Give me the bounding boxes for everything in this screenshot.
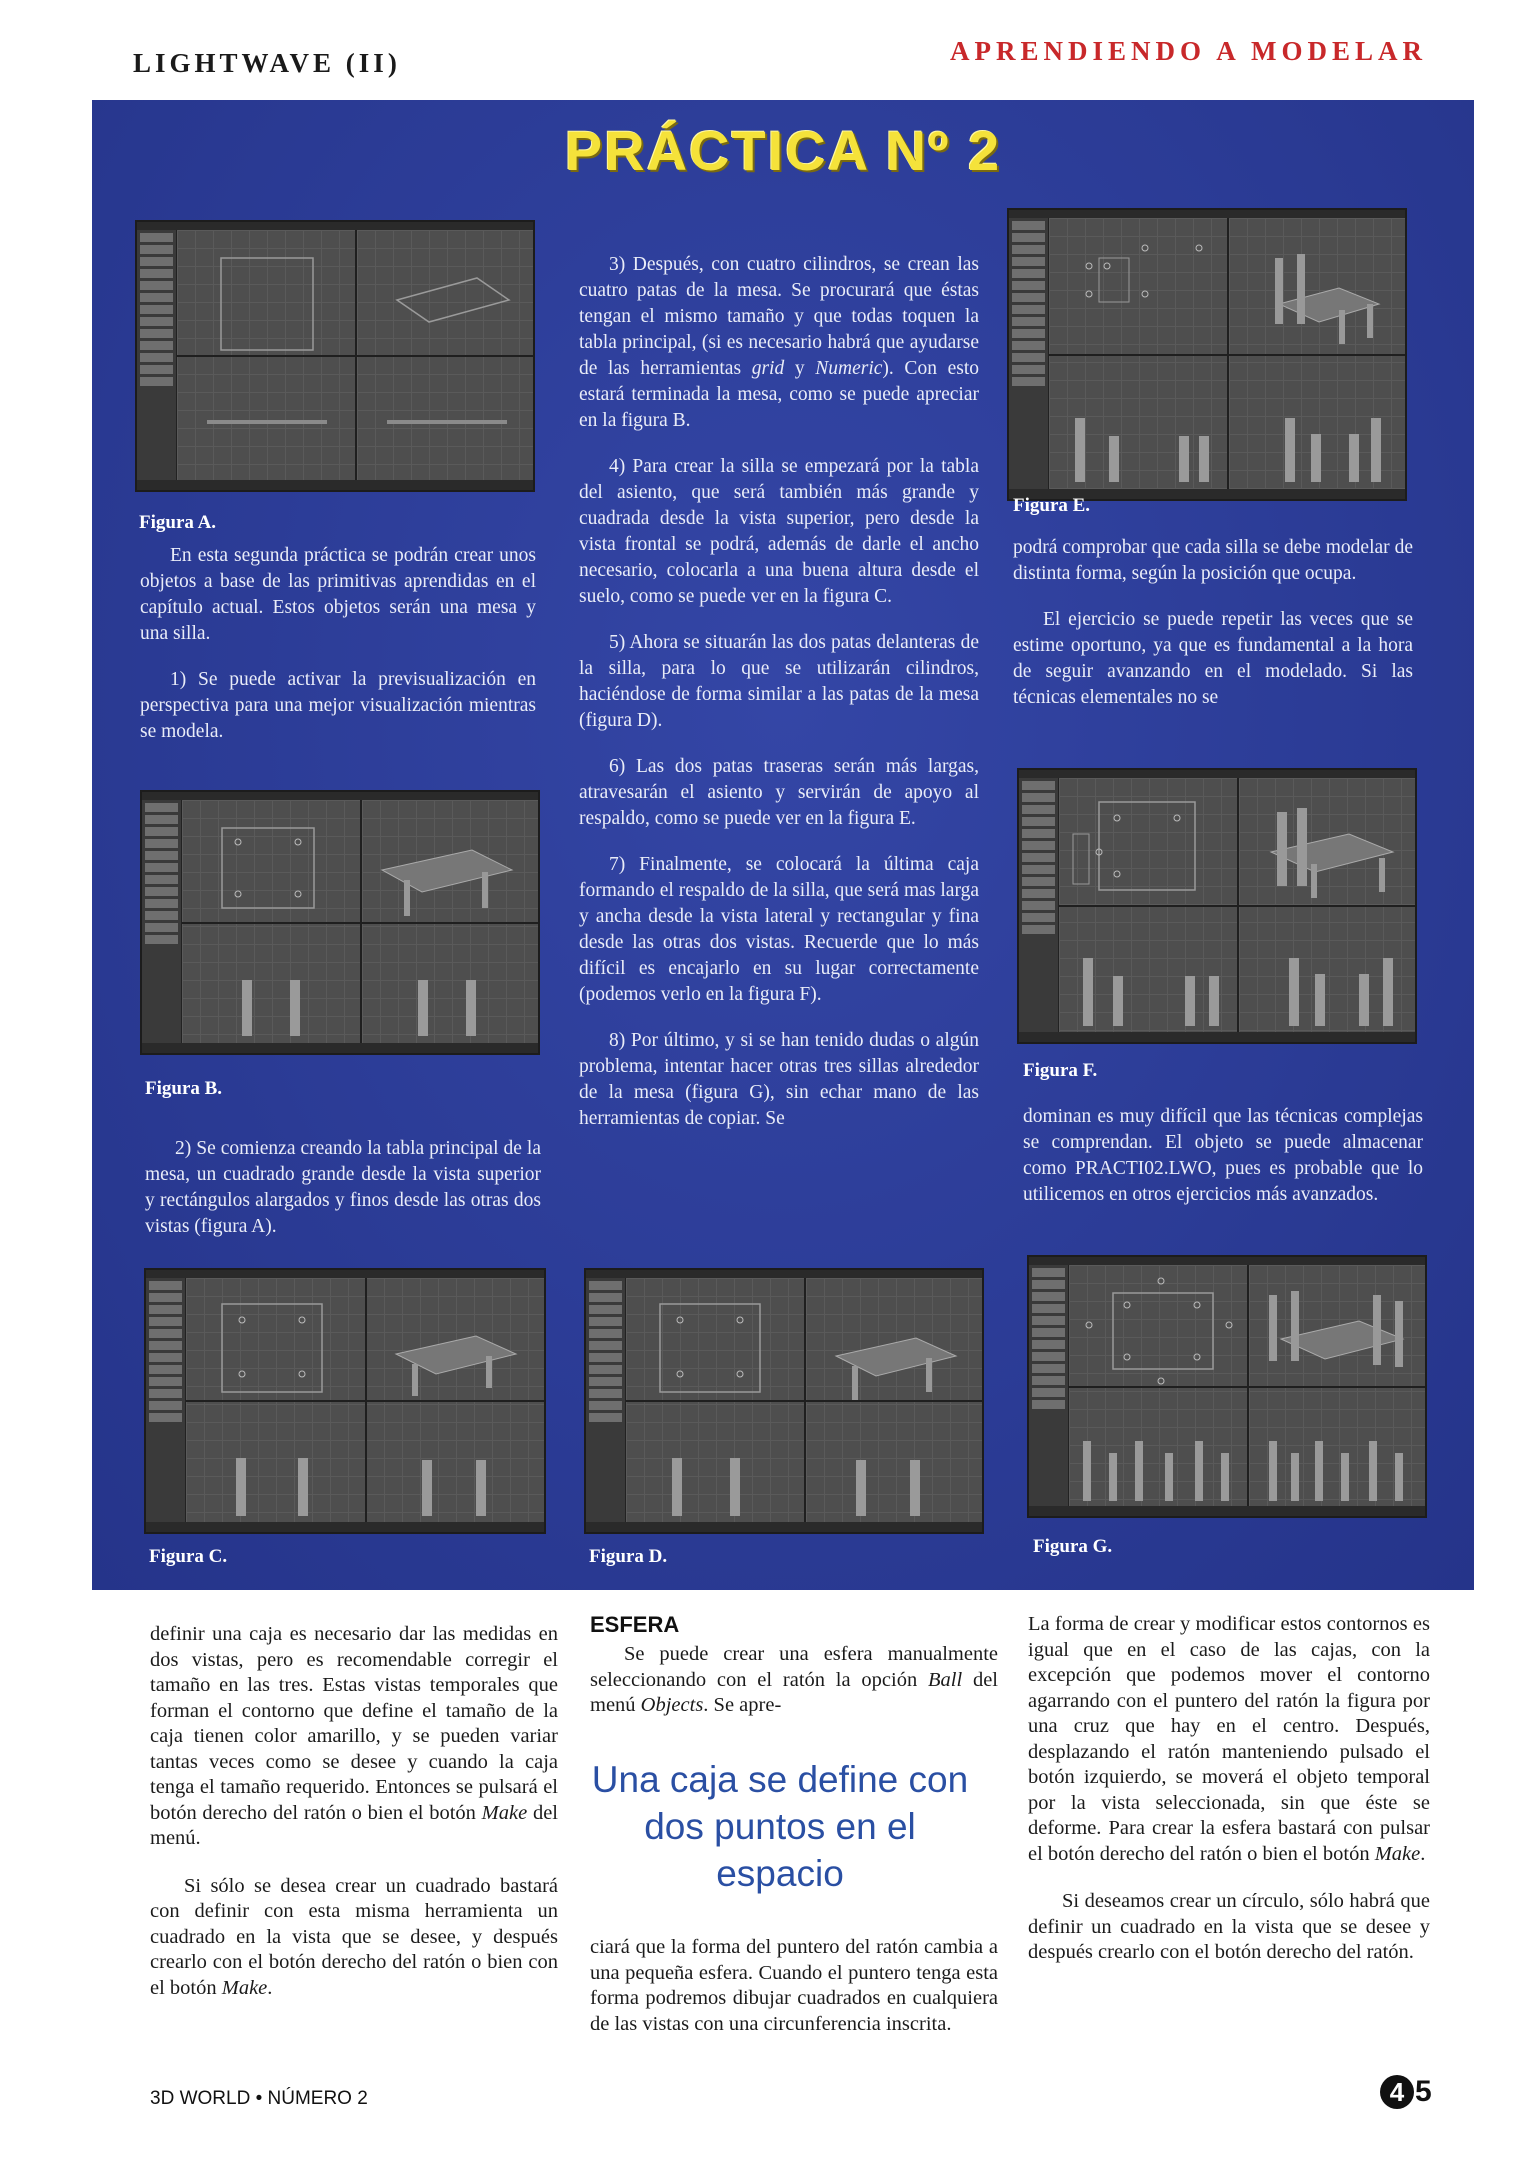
body-column-2-bottom [590, 1935, 998, 2059]
panel-paragraph: dominan es muy difícil que las técnicas complejas se comprendan. El objeto se puede almacenar como PRACTI02.LWO, pues es probable que lo utilicemos en otros ejercicios más avanzados. [1023, 1106, 1423, 1205]
practice-panel [92, 100, 1474, 1590]
panel-text-middle [579, 252, 979, 1152]
figure-c-screenshot [144, 1268, 546, 1534]
panel-text-right-upper [1013, 535, 1413, 731]
panel-title: PRÁCTICA Nº 2 [564, 119, 1002, 182]
panel-paragraph: 4) Para crear la silla se empezará por la tabla del asiento, que será también más grande y cuadrada desde la vista superior, pero desde la vista frontal se podrá, además de darle el ancho necesario, colocarla a una buena altura desde el suelo, como se puede ver en la figura C. [579, 456, 979, 607]
body-paragraph: definir una caja es necesario dar las medidas en dos vistas, pero es recomendable corregir el tamaño en las tres. Estas vistas temporales que forman el contorno que define el tamaño de la caja tienen color amarillo, y se pueden variar tantas veces como se desee y cuando la caja tenga el tamaño requerido. Entonces se pulsará el botón derecho del ratón o bien el botón Make del menú. [150, 1623, 558, 1849]
section-heading-esfera: ESFERA [590, 1612, 680, 1637]
figure-f-caption: Figura F. [1023, 1060, 1098, 1081]
panel-paragraph: 5) Ahora se situarán las dos patas delanteras de la silla, para lo que se utilizarán cilindros, haciéndose de forma similar a las patas de la mesa (figura D). [579, 632, 979, 731]
figure-b-screenshot [140, 790, 540, 1055]
panel-paragraph: 3) Después, con cuatro cilindros, se crean las cuatro patas de la mesa. Se procurará que éstas tengan el mismo tamaño y que todas toquen la tabla principal, (si es necesario habrá que ayudarse de las herramientas grid y Numeric). Con esto estará terminada la mesa, como se puede apreciar en la figura B. [579, 254, 979, 431]
panel-paragraph: En esta segunda práctica se podrán crear unos objetos a base de las primitivas aprendidas en el capítulo actual. Estos objetos serán una mesa y una silla. [140, 545, 536, 644]
page-number: 4 5 [1380, 2075, 1432, 2109]
figure-e-caption: Figura E. [1013, 495, 1091, 516]
body-column-1 [150, 1622, 558, 2023]
header-section-title: LIGHTWAVE (II) [133, 48, 401, 78]
body-paragraph: Se puede crear una esfera manualmente seleccionando con el ratón la opción Ball del menú Objects. Se apre- [590, 1643, 998, 1716]
pull-quote: Una caja se define con dos puntos en el espacio [591, 1759, 969, 1894]
body-paragraph: Si deseamos crear un círculo, sólo habrá que definir un cuadrado en la vista que se desee y después crearlo con el botón derecho del ratón. [1028, 1890, 1430, 1963]
panel-text-left-upper [140, 543, 536, 765]
panel-paragraph: 2) Se comienza creando la tabla principal de la mesa, un cuadrado grande desde la vista superior y rectángulos alargados y finos desde las otras dos vistas (figura A). [145, 1138, 541, 1237]
panel-text-right-lower [1023, 1104, 1423, 1228]
body-paragraph: ciará que la forma del puntero del ratón cambia a una pequeña esfera. Cuando el puntero tenga esta forma podremos dibujar cuadrados en cualquiera de las vistas con una circunferencia inscrita. [590, 1936, 998, 2035]
panel-paragraph: El ejercicio se puede repetir las veces que se estime oportuno, ya que es fundamental a la hora de seguir avanzando en el modelado. Si las técnicas elementales no se [1013, 609, 1413, 708]
figure-d-screenshot [584, 1268, 984, 1534]
panel-paragraph: 8) Por último, y si se han tenido dudas o algún problema, intentar hacer otras tres sillas alrededor de la mesa (figura G), sin echar mano de las herramientas de copiar. Se [579, 1030, 979, 1129]
figure-b-caption: Figura B. [145, 1078, 223, 1099]
header-chapter-title: APRENDIENDO A MODELAR [949, 36, 1427, 66]
figure-e-screenshot [1007, 208, 1407, 501]
figure-a-screenshot [135, 220, 535, 492]
footer-magazine: 3D WORLD • NÚMERO 2 [150, 2088, 368, 2109]
panel-paragraph: 7) Finalmente, se colocará la última caja formando el respaldo de la silla, que será mas larga y ancha desde la vista lateral y rectangular y fina desde las otras dos vistas. Recuerde que lo más difícil es encajarlo en su lugar correctamente (podemos verlo en la figura F). [579, 854, 979, 1005]
body-column-3 [1028, 1612, 1430, 1988]
panel-paragraph: podrá comprobar que cada silla se debe modelar de distinta forma, según la posición que ocupa. [1013, 537, 1413, 584]
body-paragraph: Si sólo se desea crear un cuadrado bastará con definir con esta misma herramienta un cuadrado en la vista que se desee, y después crearlo con el botón derecho del ratón o bien con el botón Make. [150, 1874, 558, 1999]
figure-g-caption: Figura G. [1033, 1536, 1113, 1557]
panel-text-left-lower [145, 1136, 541, 1260]
body-paragraph: La forma de crear y modificar estos contornos es igual que en el caso de las cajas, con la excepción que podemos mover el contorno agarrando con el puntero del ratón la figura por una cruz que hay en el centro. Después, desplazando el ratón manteniendo pulsado el botón izquierdo, se moverá el objeto temporal por la vista seleccionada, sin que éste se deforme. Para crear la esfera bastará con pulsar el botón derecho del ratón o bien el botón Make. [1028, 1613, 1430, 1865]
figure-a-caption: Figura A. [139, 512, 217, 533]
figure-c-caption: Figura C. [149, 1546, 228, 1567]
figure-f-screenshot [1017, 768, 1417, 1044]
figure-g-screenshot [1027, 1255, 1427, 1518]
body-column-2-top [590, 1642, 998, 1741]
figure-d-caption: Figura D. [589, 1546, 668, 1567]
panel-paragraph: 6) Las dos patas traseras serán más largas, atravesarán el asiento y servirán de apoyo al respaldo, como se puede ver en la figura E. [579, 756, 979, 829]
panel-paragraph: 1) Se puede activar la previsualización en perspectiva para una mejor visualización mientras se modela. [140, 669, 536, 742]
